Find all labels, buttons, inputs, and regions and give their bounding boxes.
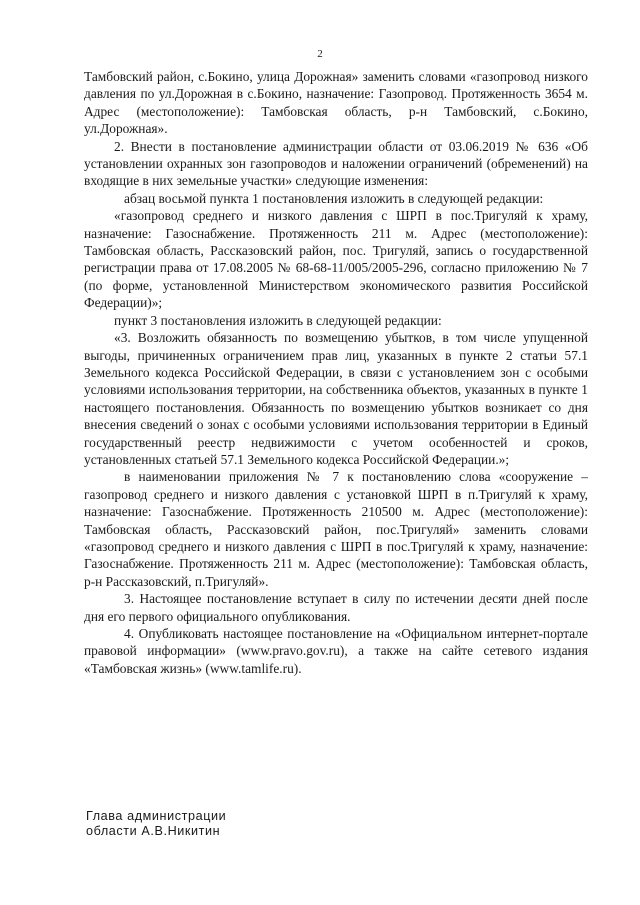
signature-block <box>86 809 226 839</box>
paragraph-point-3-intro: пункт 3 постановления изложить в следующей редакции: <box>114 312 442 328</box>
signature-name: области А.В.Никитин <box>86 824 221 838</box>
paragraph-point-3-text: «3. Возложить обязанность по возмещению убытков, в том числе упущенной выгоды, причиненных ограничением прав лиц, указанных в пункте 2 статьи 57.1 Земельного кодекса Российской Федерации, в связи с установлением зон с особыми условиями использования территории, на собственника объектов, указанных в пункте 1 настоящего постановления. Обязанность по возмещению убытков возникает со дня внесения сведений о зонах с особыми условиями использования территории в Единый государственный реестр недвижимости с учетом особенностей и сроков, установленных статьей 57.1 Земельного кодекса Российской Федерации.»; <box>84 330 588 467</box>
paragraph-annex-7-rename: в наименовании приложения № 7 к постановлению слова «сооружение – газопровод среднего и низкого давления с установкой ШРП в п.Тригуляй к храму, назначение: Газоснабжение. Протяженность 210500 м. Адрес (местоположение): Тамбовская область, Рассказовский район, пос.Тригуляй» заменить словами «газопровод среднего и низкого давления с ШРП в пос.Тригуляй к храму, назначение: Газоснабжение. Протяженность 211 м. Адрес (местоположение): Тамбовская область, р-н Рассказовский, п.Тригуляй». <box>84 469 588 589</box>
paragraph-item-2: 2. Внести в постановление администрации области от 03.06.2019 № 636 «Об установлении охранных зон газопроводов и наложении ограничений (обременений) на входящие в них земельные участки» следующие изменения: <box>84 138 588 189</box>
paragraph-item-4: 4. Опубликовать настоящее постановление на «Официальном интернет-портале правовой информации» (www.pravo.gov.ru), а также на сайте сетевого издания «Тамбовская жизнь» (www.tamlife.ru). <box>84 626 588 676</box>
page-number: 2 <box>317 48 323 60</box>
signature-title: Глава администрации <box>86 809 227 823</box>
paragraph-amendment-intro: абзац восьмой пункта 1 постановления изложить в следующей редакции: <box>124 190 544 206</box>
paragraph-item-3: 3. Настоящее постановление вступает в силу по истечении десяти дней после дня его первого официального опубликования. <box>84 591 588 624</box>
paragraph-continuation: Тамбовский район, с.Бокино, улица Дорожная» заменить словами «газопровод низкого давления по ул.Дорожная в с.Бокино, назначение: Газопровод. Протяженность 3654 м. Адрес (местоположение): Тамбовская область, р-н Тамбовский, с.Бокино, ул.Дорожная». <box>84 69 588 137</box>
document-body <box>84 68 588 677</box>
paragraph-pipeline-quote: «газопровод среднего и низкого давления с ШРП в пос.Тригуляй к храму, назначение: Газоснабжение. Протяженность 211 м. Адрес (местоположение): Тамбовская область, Рассказовский район, пос. Тригуляй, запись о государственной регистрации права от 17.08.2005 № 68-68-11/005/2005-296, согласно приложению № 7 (по форме, установленной Министерством экономического развития Российской Федерации)»; <box>84 208 588 311</box>
